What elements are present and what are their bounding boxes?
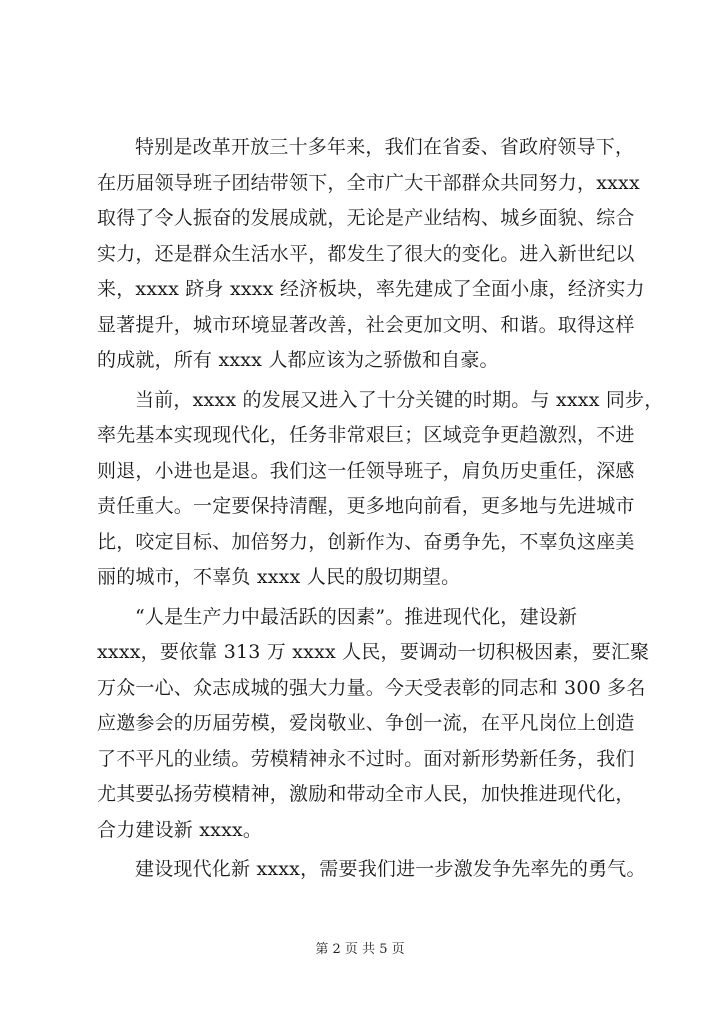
text-line: 责任重大。一定要保持清醒，更多地向前看，更多地与先进城市 — [97, 495, 635, 517]
text-line: 特别是改革开放三十多年来，我们在省委、省政府领导下， — [135, 136, 635, 158]
text-line: 建设现代化新 xxxx，需要我们进一步激发争先率先的勇气。 — [135, 858, 646, 880]
paragraph-2 — [97, 383, 664, 596]
text-line: 万众一心、众志成城的强大力量。今天受表彰的同志和 300 多名 — [97, 676, 646, 699]
text-line: 尤其要弘扬劳模精神，激励和带动全市人民，加快推进现代化， — [97, 783, 635, 805]
text-line: 丽的城市，不辜负 xxxx 人民的殷切期望。 — [97, 566, 461, 588]
text-line: 率先基本实现现代化，任务非常艰巨；区域竞争更趋激烈，不进 — [97, 424, 635, 446]
page-number-footer: 第 2 页 共 5 页 — [315, 942, 405, 957]
document-body — [97, 130, 664, 888]
text-line: 应邀参会的历届劳模，爱岗敬业、争创一流，在平凡岗位上创造 — [97, 712, 635, 734]
text-line: 的成就，所有 xxxx 人都应该为之骄傲和自豪。 — [97, 349, 499, 371]
paragraph-1 — [97, 130, 645, 379]
text-line: 了不平凡的业绩。劳模精神永不过时。面对新形势新任务，我们 — [97, 747, 635, 770]
text-line: 比，咬定目标、加倍努力，创新作为、奋勇争先，不辜负这座美 — [97, 530, 635, 553]
text-line: 取得了令人振奋的发展成就，无论是产业结构、城乡面貌、综合 — [97, 207, 635, 229]
text-line: 合力建设新 xxxx。 — [97, 818, 263, 841]
text-line: 显著提升，城市环境显著改善，社会更加文明、和谐。取得这样 — [97, 313, 635, 336]
text-line: 实力，还是群众生活水平，都发生了很大的变化。进入新世纪以 — [97, 242, 635, 265]
text-line: 在历届领导班子团结带领下，全市广大干部群众共同努力，xxxx — [97, 171, 640, 194]
text-line: xxxx，要依靠 313 万 xxxx 人民，要调动一切积极因素，要汇聚 — [97, 641, 650, 663]
text-line: 当前，xxxx 的发展又进入了十分关键的时期。与 xxxx 同步， — [135, 388, 664, 411]
text-line: 则退，小进也是退。我们这一任领导班子，肩负历史重任，深感 — [97, 459, 635, 482]
paragraph-3 — [97, 600, 650, 849]
paragraph-4 — [97, 852, 646, 888]
text-line: “人是生产力中最活跃的因素”。推进现代化，建设新 — [135, 605, 578, 628]
text-line: 来，xxxx 跻身 xxxx 经济板块，率先建成了全面小康，经济实力 — [97, 278, 645, 300]
